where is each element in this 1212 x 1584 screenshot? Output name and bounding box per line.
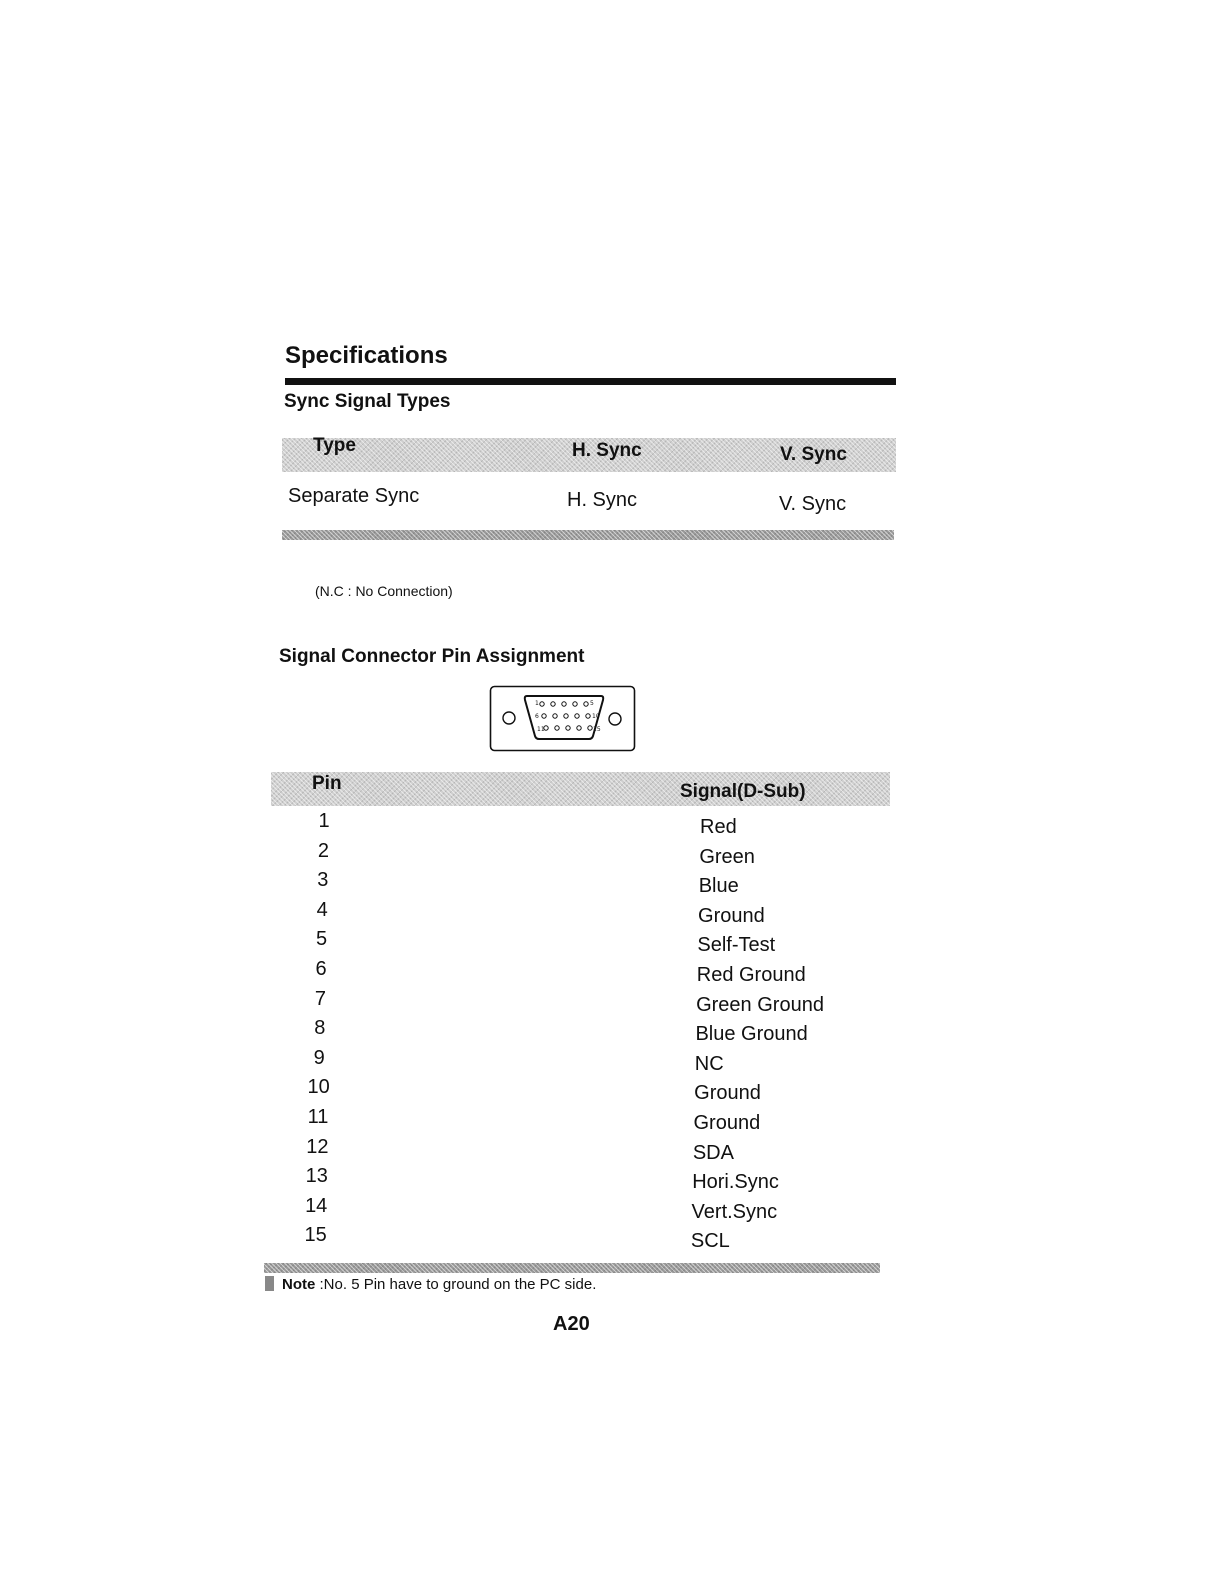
pin-number: 3 [317,869,329,892]
connector-label-15: 15 [593,726,601,733]
pin-number: 15 [304,1224,327,1247]
pin-signal: Green Ground [696,993,824,1016]
pin-signal: Red [700,816,737,838]
pin-signal: Red Ground [696,964,806,986]
pin-number: 10 [307,1076,330,1099]
pin-number: 12 [306,1135,329,1158]
pin-signal: SDA [692,1141,734,1164]
pin-number: 14 [305,1194,328,1217]
pin-number: 5 [316,928,328,951]
connector-label-11: 11 [537,726,545,733]
connector-label-6: 6 [535,713,539,720]
connector-label-1: 1 [535,700,539,707]
sync-cell-hsync: H. Sync [567,489,638,511]
sync-table-footer [282,530,894,540]
note-text: :No. 5 Pin have to ground on the PC side. [319,1276,597,1293]
pin-number: 11 [307,1106,329,1128]
footnote [265,1276,596,1293]
pin-signal: Blue [698,875,739,898]
pin-signal: Green [699,845,755,868]
title-rule [285,378,896,385]
note-marker-icon [265,1276,274,1291]
pin-number: 1 [318,810,330,832]
pin-signal: SCL [690,1230,730,1253]
connector-label-10: 10 [592,713,600,720]
page-number: A20 [553,1313,590,1335]
pin-number: 6 [315,958,327,980]
pin-number: 9 [313,1046,325,1069]
pin-table-footer [264,1263,880,1273]
pin-header-signal: Signal(D-Sub) [680,781,806,802]
pin-signal: Ground [694,1082,761,1105]
page-title: Specifications [285,342,448,369]
sync-header-type: Type [313,435,356,456]
connector-label-5: 5 [590,700,594,707]
pin-header-pin: Pin [312,773,342,794]
sync-section-title: Sync Signal Types [284,391,451,412]
d-sub-connector-diagram [489,685,636,752]
pin-signal: Self-Test [697,934,776,957]
sync-header-hsync: H. Sync [572,440,642,461]
pin-signal: Blue Ground [695,1023,808,1046]
nc-note: (N.C : No Connection) [315,583,453,599]
pin-number: 2 [317,839,329,862]
sync-cell-type: Separate Sync [288,485,420,507]
pin-number: 8 [314,1017,326,1040]
pin-number: 4 [316,898,328,921]
pin-signal: Vert.Sync [691,1200,778,1223]
note-label: Note [282,1276,316,1293]
pin-section-title: Signal Connector Pin Assignment [279,646,585,667]
pin-signal: Ground [693,1112,761,1134]
pin-signal: Ground [698,904,765,927]
sync-cell-vsync: V. Sync [779,493,847,515]
sync-header-vsync: V. Sync [780,444,847,465]
pin-number: 13 [305,1165,328,1188]
pin-number: 7 [314,987,326,1010]
pin-signal: NC [694,1052,724,1075]
pin-signal: Hori.Sync [692,1171,779,1194]
